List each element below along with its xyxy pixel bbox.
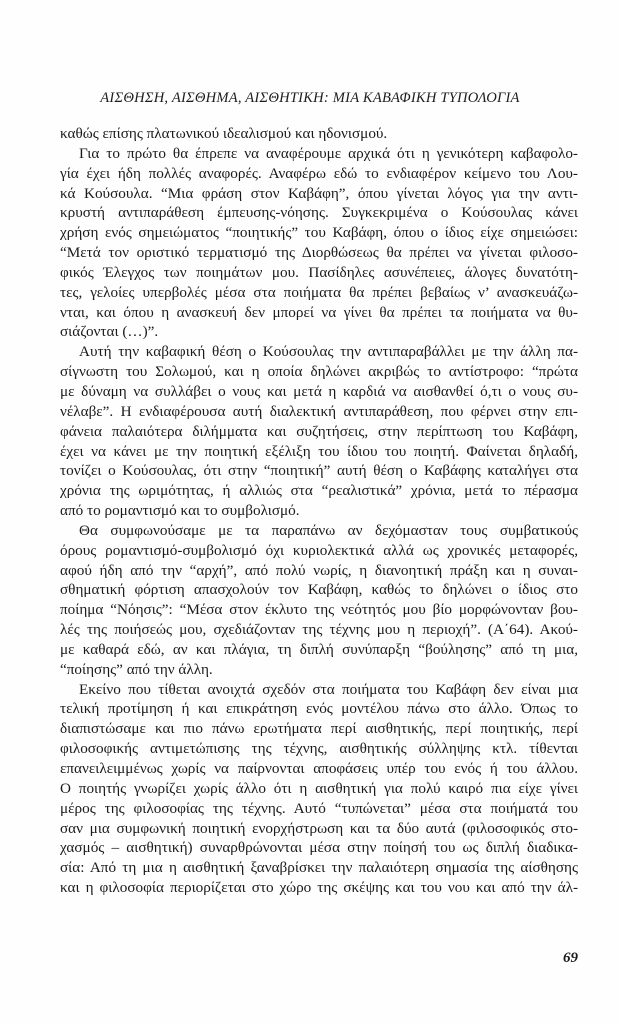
text-line: χασμός – αισθητική) συναρθρώνονται μέσα στην ποίησή του ως διπλή διαδικα- xyxy=(60,839,578,857)
text-line: χρήση ενός σημειώματος “ποιητικής” του Καβάφη, όπου ο ίδιος είχε σημειώσει: xyxy=(60,224,578,242)
text-line: καθώς επίσης πλατωνικού ιδεαλισμού και ηδονισμού. xyxy=(60,125,388,142)
running-head: ΑΙΣΘΗΣΗ, ΑΙΣΘΗΜΑ, ΑΙΣΘΗΤΙΚΗ: ΜΙΑ ΚΑΒΑΦΙΚΗ ΤΥΠΟΛΟΓΙΑ xyxy=(100,90,520,106)
text-line: σαν μια συμφωνική ποιητική ενορχήστρωση και τα δύο αυτά (φιλοσοφικός στο- xyxy=(60,819,578,837)
text-line: σιάζονται (…)”. xyxy=(60,323,159,341)
text-line: Θα συμφωνούσαμε με τα παραπάνω αν δεχόμασταν τους συμβατικούς xyxy=(79,521,578,539)
text-line: τελική προτίμηση ή και επικράτηση ενός μοντέλου πάνω στο άλλο. Όπως το xyxy=(60,700,578,718)
text-line: σία: Από τη μια η αισθητική ξαναβρίσκει την παλαιότερη σημασία της αίσθησης xyxy=(60,859,578,877)
text-line: “ποίησης” από την άλλη. xyxy=(60,660,213,678)
text-line: διαπιστώσαμε και πιο πάνω ερωτήματα περί αισθητικής, περί ποιητικής, περί xyxy=(60,720,578,738)
text-line: επανειλειμμένως χωρίς να παίρνονται αποφάσεις υπέρ του ενός ή του άλλου. xyxy=(60,760,578,777)
text-line: φικός Έλεγχος των ποιημάτων μου. Πασίδηλες ασυνέπειες, άλογες δυνατότη- xyxy=(60,263,578,281)
body-text xyxy=(60,124,578,898)
text-line: Εκείνο που τίθεται ανοιχτά σχεδόν στα ποιήματα του Καβάφη δεν είναι μια xyxy=(79,680,578,698)
text-line: Ο ποιητής γνωρίζει χωρίς άλλο ότι η αισθητική για πολύ καιρό πια είχε γίνει xyxy=(60,779,578,797)
text-line: γία έχει ήδη πολλές αναφορές. Αναφέρω εδώ το ενδιαφέρον κείμενο του Λου- xyxy=(60,164,578,182)
text-line: λές της ποιήσεώς μου, σχεδιάζονταν της τέχνης μου η περιοχή”. (Α΄64). Ακού- xyxy=(60,621,578,639)
text-line: από το ρομαντισμό και το συμβολισμό. xyxy=(60,502,300,520)
text-line: ποίημα “Νόησις”: “Μέσα στον έκλυτο της νεότητός μου βίο μορφώνονταν βου- xyxy=(60,601,578,619)
text-line: μέρος της φιλοσοφίας της τέχνης. Αυτό “τυπώνεται” μέσα στα ποιήματά του xyxy=(60,799,578,817)
text-line: και η φιλοσοφία περιορίζεται στο χώρο της σκέψης και του νου και από την άλ- xyxy=(60,879,578,897)
text-line: Αυτή την καβαφική θέση ο Κούσουλας την αντιπαραβάλλει με την άλλη πα- xyxy=(79,343,578,361)
text-line: νται, και όπου η ανασκευή δεν μπορεί να γίνει θα πρέπει τα ποιήματα να θυ- xyxy=(60,303,578,321)
text-line: κά Κούσουλα. “Μια φράση στον Καβάφη”, όπου γίνεται λόγος για την αντι- xyxy=(60,184,578,202)
text-line: νέλαβε”. Η ενδιαφέρουσα αυτή διαλεκτική αντιπαράθεση, που φέρνει στην επι- xyxy=(60,402,578,420)
text-line: “Μετά τον οριστικό τερματισμό της Διορθώσεως θα πρέπει να γίνεται φιλοσο- xyxy=(60,244,578,262)
text-line: Για το πρώτο θα έπρεπε να αναφέρουμε αρχικά ότι η γενικότερη καβαφολο- xyxy=(79,144,578,162)
text-line: όρους ρομαντισμό-συμβολισμό όχι κυριολεκτικά αλλά ως χρονικές μεταφορές, xyxy=(60,541,578,559)
text-line: φάνεια παλαιότερα διλήμματα και συζητήσεις, στην περίπτωση του Καβάφη, xyxy=(60,422,578,440)
text-line: φιλοσοφικής αντιμετώπισης της τέχνης, αισθητικής σύλληψης κτλ. τίθενται xyxy=(60,740,578,758)
text-line: σθηματική φόρτιση απασχολούν τον Καβάφη, καθώς το δηλώνει ο ίδιος στο xyxy=(60,581,578,599)
text-line: κρυστή αντιπαράθεση έμπευσης-νόησης. Συγκεκριμένα ο Κούσουλας κάνει xyxy=(60,204,578,222)
text-line: έχει να κάνει με την ποιητική εξέλιξη του ίδιου του ποιητή. Φαίνεται δηλαδή, xyxy=(60,442,578,460)
text-line: τονίζει ο Κούσουλας, ότι στην “ποιητική” αυτή θέση ο Καβάφης καταλήγει στα xyxy=(60,462,578,480)
text-line: με δύναμη να συλλάβει ο νους και μετά η καρδιά να αισθανθεί ό,τι ο νους συ- xyxy=(60,382,578,400)
text-line: αφού ήδη από την “αρχή”, από πολύ νωρίς, η διανοητική πράξη και η συναι- xyxy=(60,561,578,579)
text-line: με καθαρά εδώ, αν και πλάγια, τη διπλή συνύπαρξη “βούλησης” από τη μια, xyxy=(60,640,578,658)
text-line: χρόνια της ωριμότητας, ή αλλιώς στα “ρεαλιστικά” χρόνια, μετά το πέρασμα xyxy=(60,482,578,500)
page-number: 69 xyxy=(563,950,578,966)
text-line: σίγνωστη του Σολωμού, και η οποία δηλώνει ακριβώς το αντίστροφο: “πρώτα xyxy=(60,363,578,381)
text-line: τες, γελοίες υπερβολές μέσα στα ποιήματα θα πρέπει βεβαίως ν’ ανασκευάζω- xyxy=(60,283,578,301)
